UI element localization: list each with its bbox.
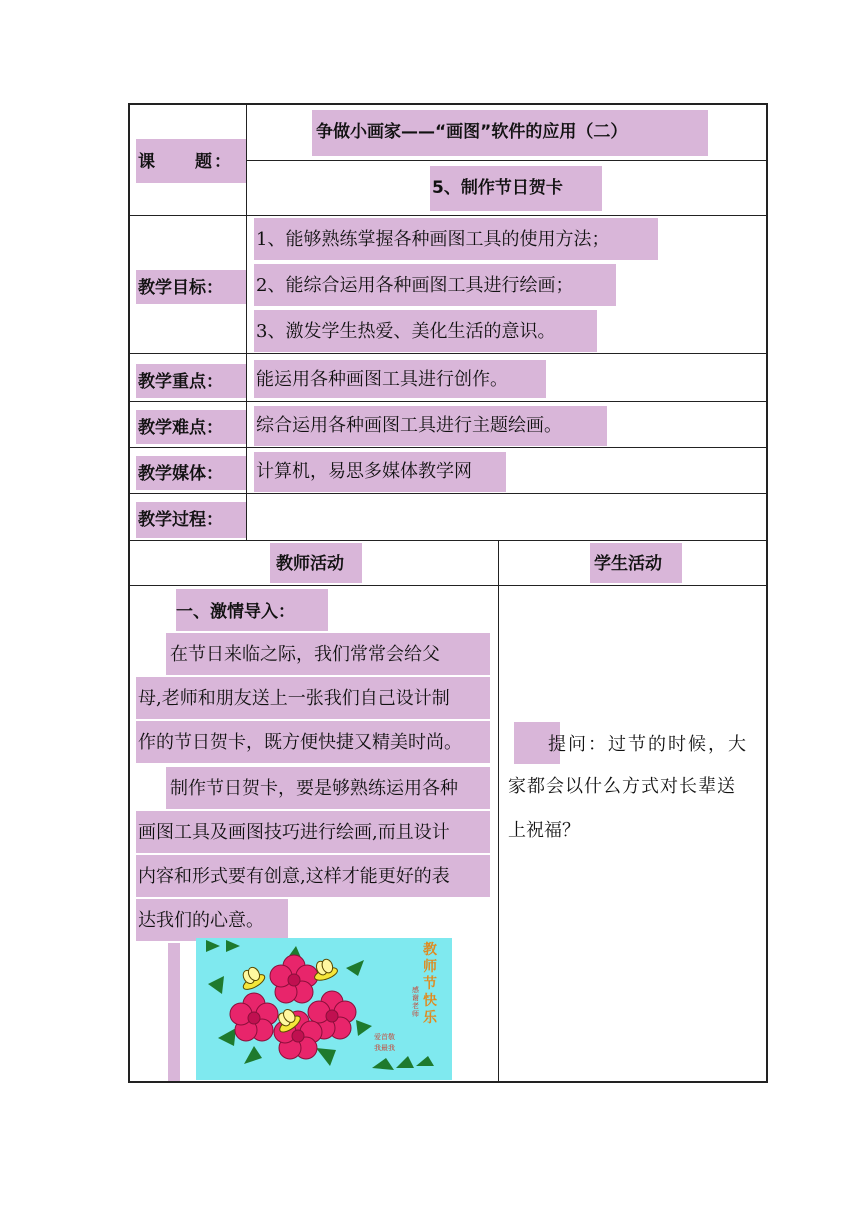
process-label: 教学过程： — [138, 510, 223, 530]
objective-item: 3、激发学生热爱、美化生活的意识。 — [256, 321, 556, 342]
key-point-label: 教学重点： — [138, 372, 223, 392]
objectives-label: 教学目标： — [138, 278, 223, 298]
text-line: 内容和形式要有创意,这样才能更好的表 — [138, 866, 450, 887]
teacher-column-header: 教师活动 — [276, 554, 344, 574]
lesson-title: 争做小画家——“画图”软件的应用（二） — [316, 122, 628, 142]
activity-column-divider — [498, 540, 499, 1082]
card-small-text: 爱首敬 我最我 — [374, 1033, 395, 1052]
row-divider — [246, 160, 766, 161]
row-divider — [128, 540, 768, 541]
student-text-line: 提问：过节的时候，大 — [548, 734, 748, 755]
row-divider — [128, 353, 768, 354]
objective-item: 2、能综合运用各种画图工具进行绘画； — [256, 275, 574, 296]
table-border-right — [766, 103, 768, 1083]
row-divider — [128, 215, 768, 216]
media-label: 教学媒体： — [138, 464, 223, 484]
text-line: 画图工具及画图技巧进行绘画,而且设计 — [138, 822, 450, 843]
text-line: 达我们的心意。 — [138, 910, 264, 931]
label-column-divider — [246, 103, 247, 540]
objective-item: 1、能够熟练掌握各种画图工具的使用方法； — [256, 229, 610, 250]
section-title: 一、激情导入： — [176, 602, 295, 622]
row-divider — [128, 447, 768, 448]
student-text-line: 上祝福？ — [508, 820, 580, 841]
card-vertical-text: 教 师 节 快 乐 — [423, 942, 437, 1026]
card-small-text: 感谢老师 — [412, 986, 419, 1018]
text-line: 制作节日贺卡，要是够熟练运用各种 — [170, 778, 458, 799]
row-divider — [128, 493, 768, 494]
text-line: 在节日来临之际，我们常常会给父 — [170, 644, 440, 665]
greeting-card-image — [196, 938, 452, 1080]
text-line: 作的节日贺卡，既方便快捷又精美时尚。 — [138, 732, 462, 753]
title-label: 课 题： — [138, 152, 233, 172]
student-text-line: 家都会以什么方式对长辈送 — [508, 776, 736, 797]
student-column-header: 学生活动 — [594, 554, 662, 574]
key-point-value: 能运用各种画图工具进行创作。 — [256, 369, 508, 390]
difficulty-value: 综合运用各种画图工具进行主题绘画。 — [256, 415, 562, 436]
text-line: 母,老师和朋友送上一张我们自己设计制 — [138, 688, 450, 709]
media-value: 计算机，易思多媒体教学网 — [256, 461, 472, 482]
table-border-top — [128, 103, 768, 105]
difficulty-label: 教学难点： — [138, 418, 223, 438]
row-divider — [128, 585, 768, 586]
lesson-subtitle: 5、制作节日贺卡 — [432, 178, 563, 198]
row-divider — [128, 401, 768, 402]
table-border-bottom — [128, 1081, 768, 1083]
table-border-left — [128, 103, 130, 1083]
